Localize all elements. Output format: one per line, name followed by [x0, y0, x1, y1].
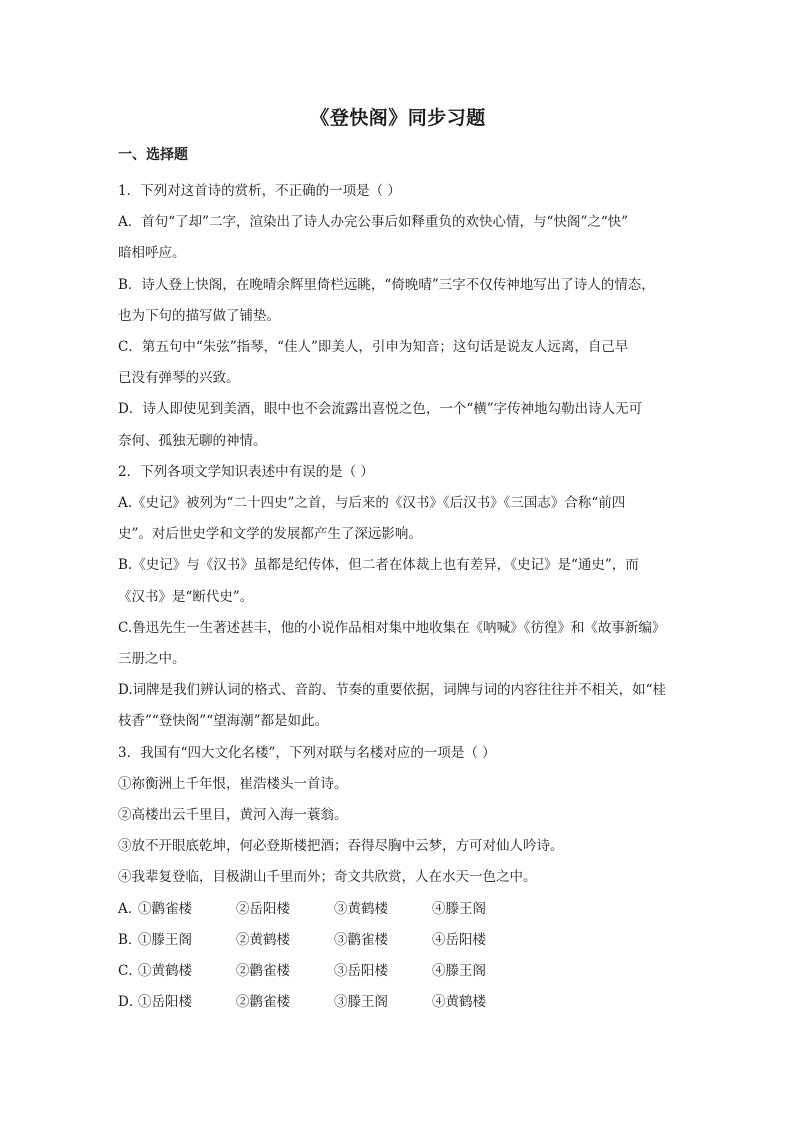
option-cell: ④岳阳楼	[432, 931, 486, 948]
question-2-option-a	[118, 488, 678, 550]
question-2-option-c	[118, 613, 678, 675]
option-cell: ①黄鹤楼	[138, 963, 192, 980]
option-cell: ④黄鹤楼	[432, 994, 486, 1011]
couplet-4: ④我辈复登临，目极湖山千里而外；奇文共欣赏，人在水天一色之中。	[118, 869, 537, 886]
option-line: A．首句“了却”二字，渲染出了诗人办完公事后如释重负的欢快心情，与“快阁”之“快”	[118, 214, 629, 231]
question-3	[118, 738, 678, 1019]
couplet-3: ③放不开眼底乾坤，何必登斯楼把酒；吞得尽胸中云梦，方可对仙人吟诗。	[118, 838, 564, 855]
option-line: 奈何、孤独无聊的神情。	[118, 432, 267, 449]
option-cell: ②岳阳楼	[236, 900, 290, 917]
option-label: A．	[118, 900, 142, 917]
option-line: 已没有弹琴的兴致。	[118, 370, 240, 387]
option-cell: ③鹳雀楼	[334, 931, 388, 948]
option-line: 三册之中。	[118, 651, 186, 668]
question-1	[118, 176, 678, 457]
option-line: 暗相呼应。	[118, 245, 186, 262]
option-cell: ③岳阳楼	[334, 963, 388, 980]
document-page	[118, 103, 678, 1018]
option-line: 也为下句的描写做了铺垫。	[118, 307, 280, 324]
question-3-option-a	[118, 894, 678, 925]
option-line: A.《史记》被列为“二十四史”之首，与后来的《汉书》《后汉书》《三国志》合称“前四	[118, 495, 626, 512]
option-line: 《汉书》是“断代史”。	[118, 588, 254, 605]
page-title: 《登快阁》同步习题	[310, 107, 486, 129]
question-1-option-d	[118, 394, 678, 456]
question-2-option-b	[118, 550, 678, 612]
option-cell: ①鹳雀楼	[138, 900, 192, 917]
option-cell: ①岳阳楼	[138, 994, 192, 1011]
option-cell: ④滕王阁	[432, 900, 486, 917]
question-1-stem: 1．下列对这首诗的赏析，不正确的一项是（ ）	[118, 183, 401, 199]
question-1-option-c	[118, 332, 678, 394]
question-3-option-b	[118, 925, 678, 956]
question-3-option-c	[118, 956, 678, 987]
question-2-stem: 2．下列各项文学知识表述中有误的是（ ）	[118, 463, 374, 480]
question-1-option-b	[118, 270, 678, 332]
option-line: 史”。对后世史学和文学的发展都产生了深远影响。	[118, 526, 422, 543]
option-line: C.鲁迅先生一生著述甚丰，他的小说作品相对集中地收集在《呐喊》《彷徨》和《故事新编》	[118, 619, 666, 636]
option-line: D.词牌是我们辨认词的格式、音韵、节奏的重要依据，词牌与词的内容往往并不相关，如“桂	[118, 682, 667, 699]
option-cell: ②黄鹤楼	[236, 931, 290, 948]
option-line: 枝香”“登快阁”“望海潮”都是如此。	[118, 713, 329, 730]
section-title: 一、选择题	[118, 147, 188, 163]
option-cell: ②鹳雀楼	[236, 963, 290, 980]
option-label: D．	[118, 994, 143, 1011]
question-3-stem: 3．我国有“四大文化名楼”，下列对联与名楼对应的一项是（ ）	[118, 744, 496, 761]
option-label: C．	[118, 963, 142, 980]
option-cell: ③黄鹤楼	[334, 900, 388, 917]
option-label: B．	[118, 931, 142, 948]
question-2	[118, 457, 678, 738]
question-1-option-a	[118, 207, 678, 269]
option-cell: ④滕王阁	[432, 963, 486, 980]
question-2-option-d	[118, 675, 678, 737]
option-line: C．第五句中“朱弦”指琴，“佳人”即美人，引申为知音；这句话是说友人远离，自己早	[118, 339, 629, 356]
couplet-2: ②高楼出云千里目，黄河入海一蓑翁。	[118, 807, 348, 824]
option-cell: ③滕王阁	[334, 994, 388, 1011]
option-cell: ①滕王阁	[138, 931, 192, 948]
option-line: D．诗人即使见到美酒，眼中也不会流露出喜悦之色，一个“横”字传神地勾勒出诗人无可	[118, 401, 643, 418]
question-3-option-d	[118, 987, 678, 1018]
option-cell: ②鹳雀楼	[236, 994, 290, 1011]
option-line: B．诗人登上快阁，在晚晴余辉里倚栏远眺，“倚晚晴”三字不仅传神地写出了诗人的情态，	[118, 276, 655, 293]
option-line: B.《史记》与《汉书》虽都是纪传体，但二者在体裁上也有差异，《史记》是“通史”，而	[118, 557, 639, 574]
couplet-1: ①祢衡洲上千年恨，崔浩楼头一首诗。	[118, 775, 348, 792]
